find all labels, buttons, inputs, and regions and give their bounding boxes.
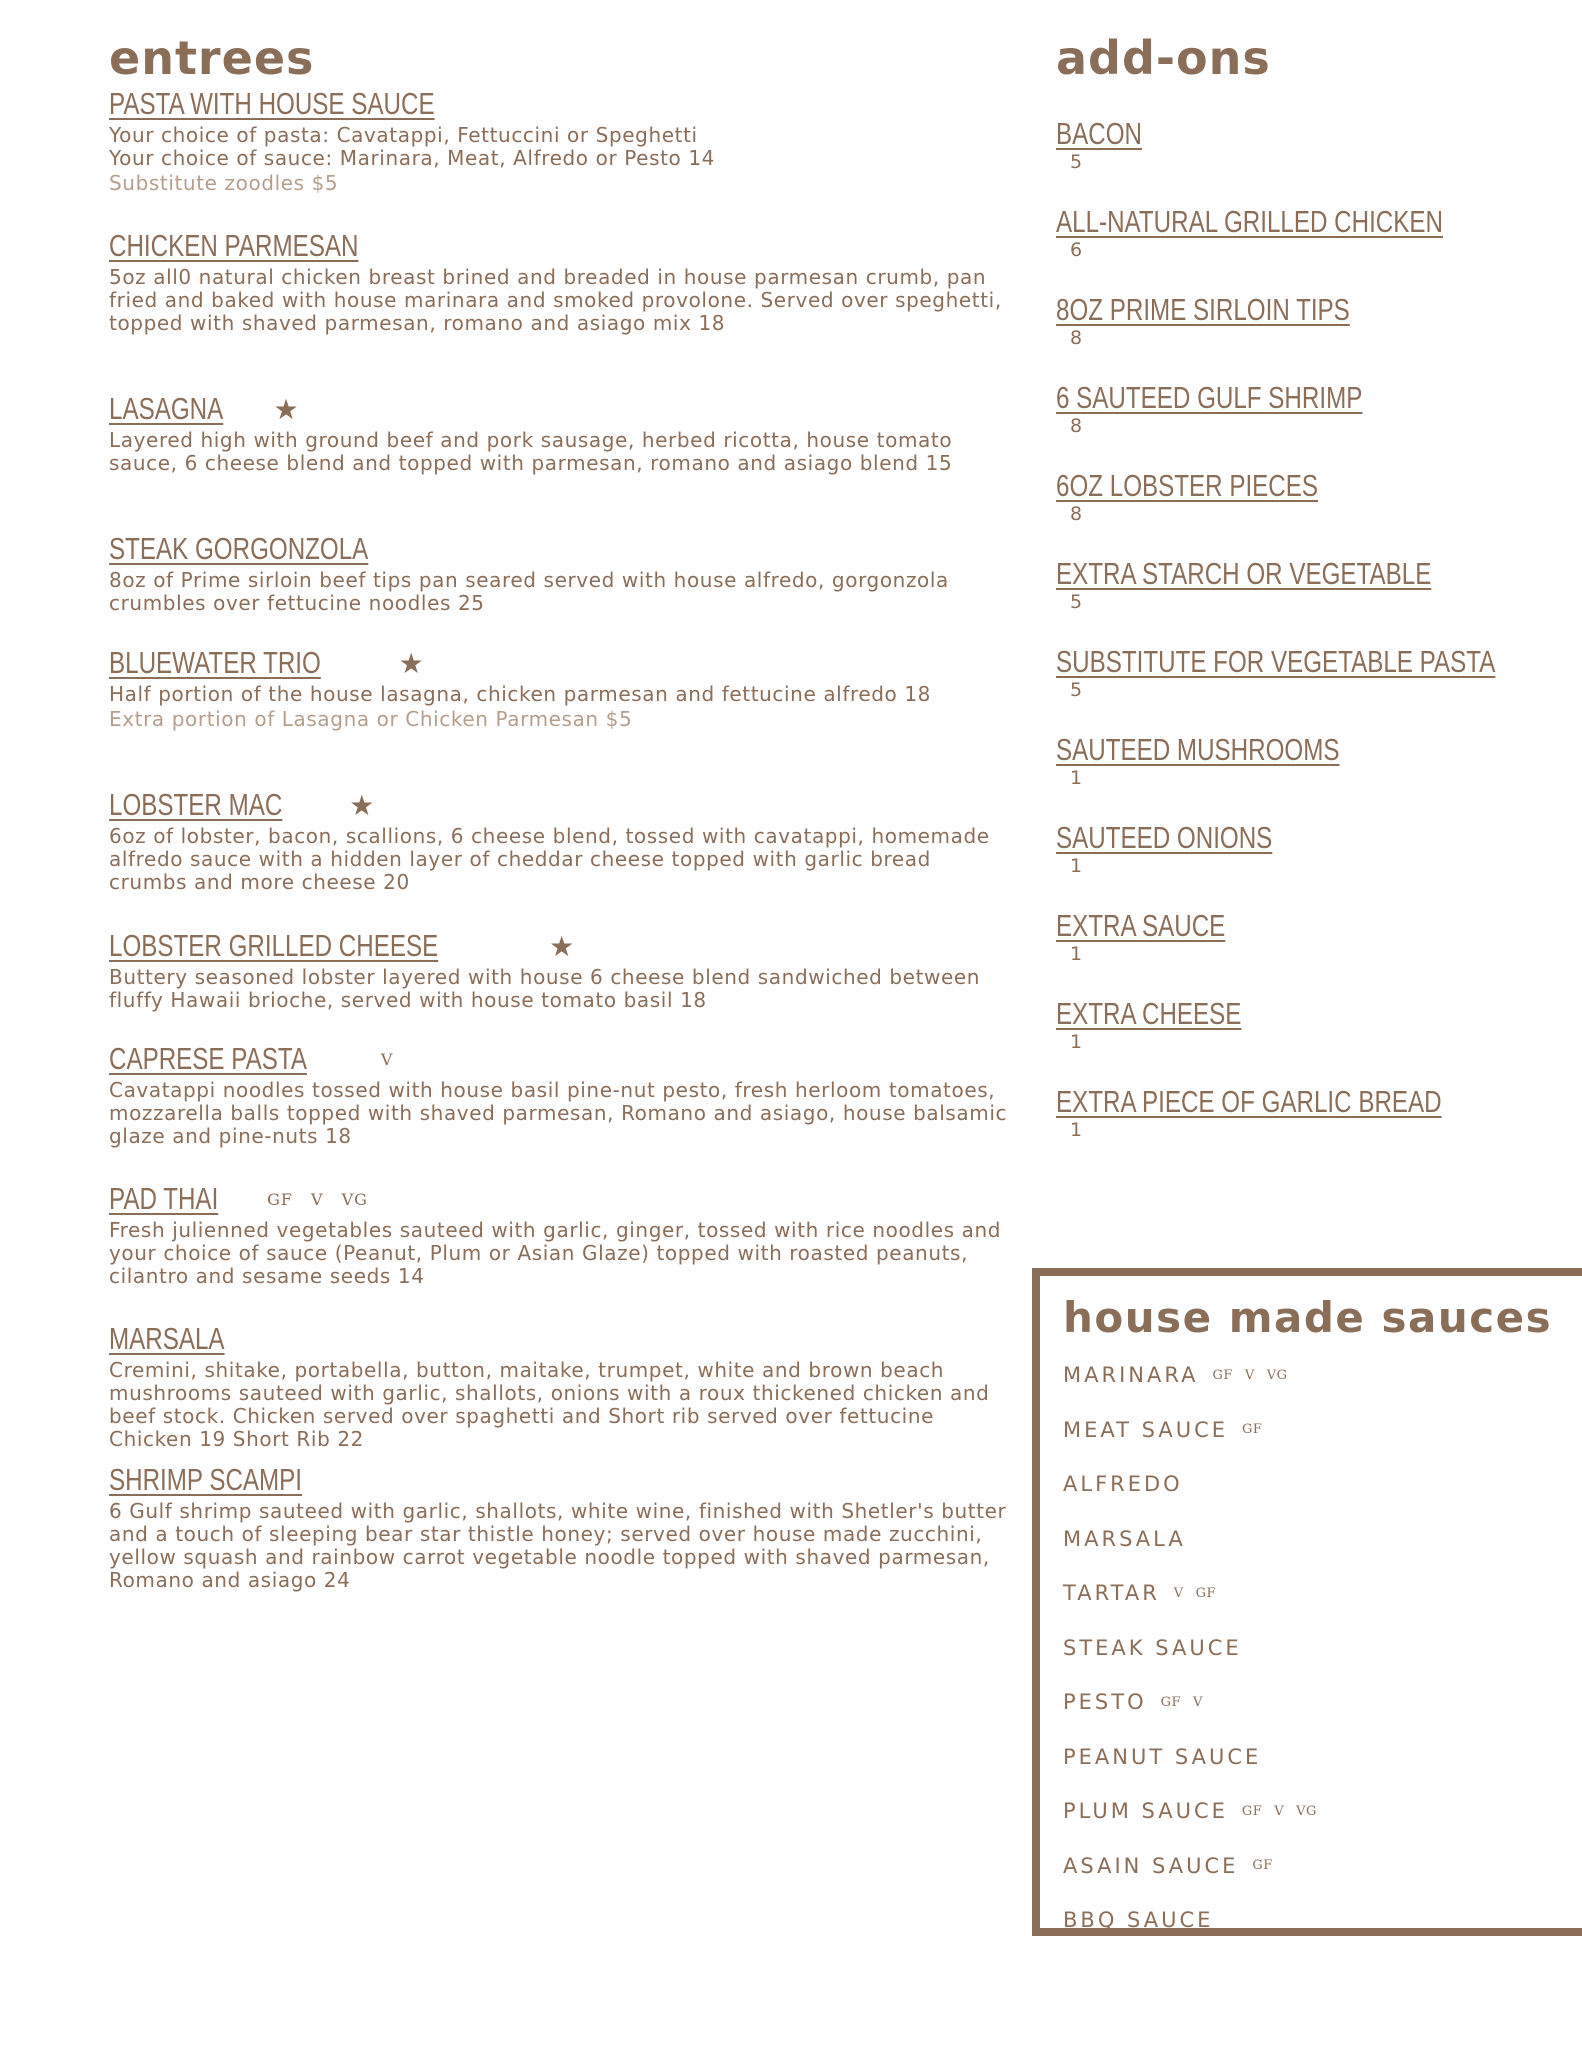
addon-name: 6OZ LOBSTER PIECES [1056,468,1319,503]
dietary-tags [1161,1695,1215,1710]
entree-header [109,645,1009,681]
addon-item [1056,292,1536,380]
entree-name: MARSALA [109,1321,225,1356]
dietary-tag: V [1173,1585,1184,1601]
entree-item [109,787,1009,894]
entree-header [109,787,1009,823]
dietary-tag: GF [267,1189,293,1209]
addon-price: 5 [1070,591,1083,613]
sauce-name: STEAK SAUCE [1063,1635,1242,1660]
entree-description: 5oz all0 natural chicken breast brined and breaded in house parmesan crumb, pan fried and baked with house marinara and smoked provolone. Served over speghetti, topped with shaved parmesan, romano and asiago mix 18 [109,265,1002,335]
addon-price: 1 [1070,1119,1083,1141]
dietary-tag: V [380,1049,394,1069]
addon-name: ALL-NATURAL GRILLED CHICKEN [1056,204,1443,239]
addon-name: 6 SAUTEED GULF SHRIMP [1056,380,1363,415]
entree-description: Your choice of pasta: Cavatappi, Fettuccini or Speghetti Your choice of sauce: Marinara, Meat, Alfredo or Pesto 14 [109,123,715,170]
entree-item [109,645,1009,733]
addon-name: EXTRA PIECE OF GARLIC BREAD [1056,1084,1442,1119]
sauce-name: TARTAR [1063,1581,1160,1606]
addon-item [1056,116,1536,204]
sauce-list [1040,1348,1582,1948]
entree-description: 8oz of Prime sirloin beef tips pan seared served with house alfredo, gorgonzola crumbles over fettucine noodles 25 [109,568,949,615]
sauces-title: house made sauces [1063,1293,1553,1342]
entree-name: PASTA WITH HOUSE SAUCE [109,86,435,121]
entree-name: LOBSTER GRILLED CHEESE [109,928,439,963]
entree-item [109,1041,1009,1148]
entree-note: Extra portion of Lasagna or Chicken Parmesan $5 [109,707,633,731]
entree-description: Layered high with ground beef and pork sausage, herbed ricotta, house tomato sauce, 6 cheese blend and topped with parmesan, romano and asiago blend 15 [109,428,953,475]
dietary-tag: V [1274,1803,1285,1819]
dietary-tags [1242,1804,1329,1819]
addon-item [1056,556,1536,644]
entree-header [109,1041,1009,1077]
sauce-item [1063,1730,1582,1785]
dietary-tag: GF [1212,1367,1233,1383]
dietary-tag: V [1193,1694,1203,1710]
entree-header [109,228,1009,264]
dietary-tag: GF [1160,1694,1182,1710]
addon-name: 8OZ PRIME SIRLOIN TIPS [1056,292,1350,327]
sauce-name: MEAT SAUCE [1063,1417,1229,1442]
entree-description: Cavatappi noodles tossed with house basil pine-nut pesto, fresh herloom tomatoes, mozzarella balls topped with shaved parmesan, Romano and asiago, house balsamic glaze and pine-nuts 18 [109,1078,1008,1148]
dietary-tags [1174,1586,1228,1601]
sauce-item [1063,1512,1582,1567]
entree-header [109,1321,1009,1357]
dietary-tag: VG [1266,1367,1288,1383]
addon-name: EXTRA SAUCE [1056,908,1226,943]
star-icon: ★ [549,929,575,963]
entree-description: Fresh julienned vegetables sauteed with garlic, ginger, tossed with rice noodles and your choice of sauce (Peanut, Plum or Asian Glaze) topped with roasted peanuts, cilantro and sesame seeds 14 [109,1218,1002,1288]
sauces-box [1032,1268,1582,1936]
entree-item [109,1462,1009,1592]
entree-header [109,86,1009,122]
sauce-item [1063,1784,1582,1839]
addon-item [1056,820,1536,908]
addon-name: EXTRA STARCH OR VEGETABLE [1056,556,1432,591]
dietary-tag: V [311,1189,324,1209]
entree-description: 6 Gulf shrimp sauteed with garlic, shallots, white wine, finished with Shetler's butter and a touch of sleeping bear star thistle honey; served over house made zucchini, yellow squash and rainbow carrot vegetable noodle topped with shaved parmesan, Romano and asiago 24 [109,1499,1007,1592]
entrees-section [109,30,1009,1592]
addon-item [1056,204,1536,292]
entree-name: LOBSTER MAC [109,787,283,822]
entree-item [109,1181,1009,1288]
dietary-tag: GF [1252,1858,1273,1874]
entree-description: Cremini, shitake, portabella, button, maitake, trumpet, white and brown beach mushrooms sauteed with garlic, shallots, onions with a roux thickened chicken and beef stock. Chicken served over spaghetti and Short rib served over fettucine Chicken 19 Short Rib 22 [109,1358,990,1451]
entree-header [109,1181,1009,1217]
addons-section [1056,30,1536,1172]
sauce-name: PESTO [1063,1690,1147,1715]
dietary-tag: GF [1241,1803,1263,1819]
sauce-item [1063,1839,1582,1894]
sauce-item [1063,1621,1582,1676]
entree-name: CAPRESE PASTA [109,1041,307,1076]
sauce-item [1063,1457,1582,1512]
entree-description: 6oz of lobster, bacon, scallions, 6 cheese blend, tossed with cavatappi, homemade alfredo sauce with a hidden layer of cheddar cheese topped with garlic bread crumbs and more cheese 20 [109,824,990,894]
entrees-title: entrees [109,31,315,85]
entree-header [109,391,1009,427]
dietary-tags [381,1050,412,1069]
entree-name: STEAK GORGONZOLA [109,531,369,566]
addon-price: 1 [1070,943,1083,965]
entree-item [109,928,1009,1012]
sauce-name: ALFREDO [1063,1472,1183,1497]
star-icon: ★ [349,788,375,822]
sauce-name: PEANUT SAUCE [1063,1744,1262,1769]
addon-list [1056,116,1536,1172]
entree-header [109,531,1009,567]
sauce-name: MARSALA [1063,1526,1186,1551]
addon-price: 1 [1070,855,1083,877]
dietary-tag: GF [1195,1585,1217,1601]
sauce-item [1063,1675,1582,1730]
sauce-item [1063,1403,1582,1458]
dietary-tags [267,1190,386,1209]
addon-price: 5 [1070,151,1083,173]
entree-description: Buttery seasoned lobster layered with house 6 cheese blend sandwiched between fluffy Hawaii brioche, served with house tomato basil 18 [109,965,981,1012]
addons-title: add-ons [1056,31,1271,85]
addon-item [1056,644,1536,732]
addon-item [1056,1084,1536,1172]
entree-item [109,391,1009,475]
entree-description: Half portion of the house lasagna, chicken parmesan and fettucine alfredo 18 [109,682,931,706]
entree-item [109,1321,1009,1451]
addon-item [1056,468,1536,556]
dietary-tag: VG [1296,1803,1317,1819]
addon-name: EXTRA CHEESE [1056,996,1242,1031]
dietary-tag: VG [341,1189,368,1209]
entree-item [109,86,1009,197]
addon-name: SAUTEED MUSHROOMS [1056,732,1340,767]
entree-item [109,531,1009,615]
sauce-name: BBQ SAUCE [1063,1908,1214,1933]
addon-name: BACON [1056,116,1142,151]
addon-name: SUBSTITUTE FOR VEGETABLE PASTA [1056,644,1496,679]
addon-price: 6 [1070,239,1083,261]
addon-price: 8 [1070,415,1083,437]
dietary-tags [1242,1422,1274,1437]
addon-price: 5 [1070,679,1083,701]
entree-header [109,928,1009,964]
entree-name: PAD THAI [109,1181,219,1216]
addon-price: 1 [1070,767,1083,789]
entree-name: LASAGNA [109,391,224,426]
addon-item [1056,908,1536,996]
dietary-tag: GF [1242,1422,1263,1438]
addon-price: 8 [1070,503,1083,525]
addon-price: 1 [1070,1031,1083,1053]
dietary-tags [1212,1368,1299,1383]
sauce-name: ASAIN SAUCE [1063,1853,1239,1878]
entree-note: Substitute zoodles $5 [109,171,339,195]
sauce-item [1063,1348,1582,1403]
entree-header [109,1462,1009,1498]
addon-item [1056,732,1536,820]
sauce-item [1063,1566,1582,1621]
addon-price: 8 [1070,327,1083,349]
entree-name: CHICKEN PARMESAN [109,228,359,263]
entree-item [109,228,1009,335]
dietary-tags [1252,1858,1284,1873]
sauce-name: PLUM SAUCE [1063,1799,1228,1824]
entree-name: SHRIMP SCAMPI [109,1462,303,1497]
addon-item [1056,996,1536,1084]
dietary-tag: V [1244,1367,1255,1383]
sauce-item [1063,1893,1582,1948]
star-icon: ★ [273,392,299,426]
entree-name: BLUEWATER TRIO [109,645,321,680]
sauce-name: MARINARA [1063,1363,1199,1388]
addon-item [1056,380,1536,468]
addon-name: SAUTEED ONIONS [1056,820,1273,855]
star-icon: ★ [398,646,424,680]
